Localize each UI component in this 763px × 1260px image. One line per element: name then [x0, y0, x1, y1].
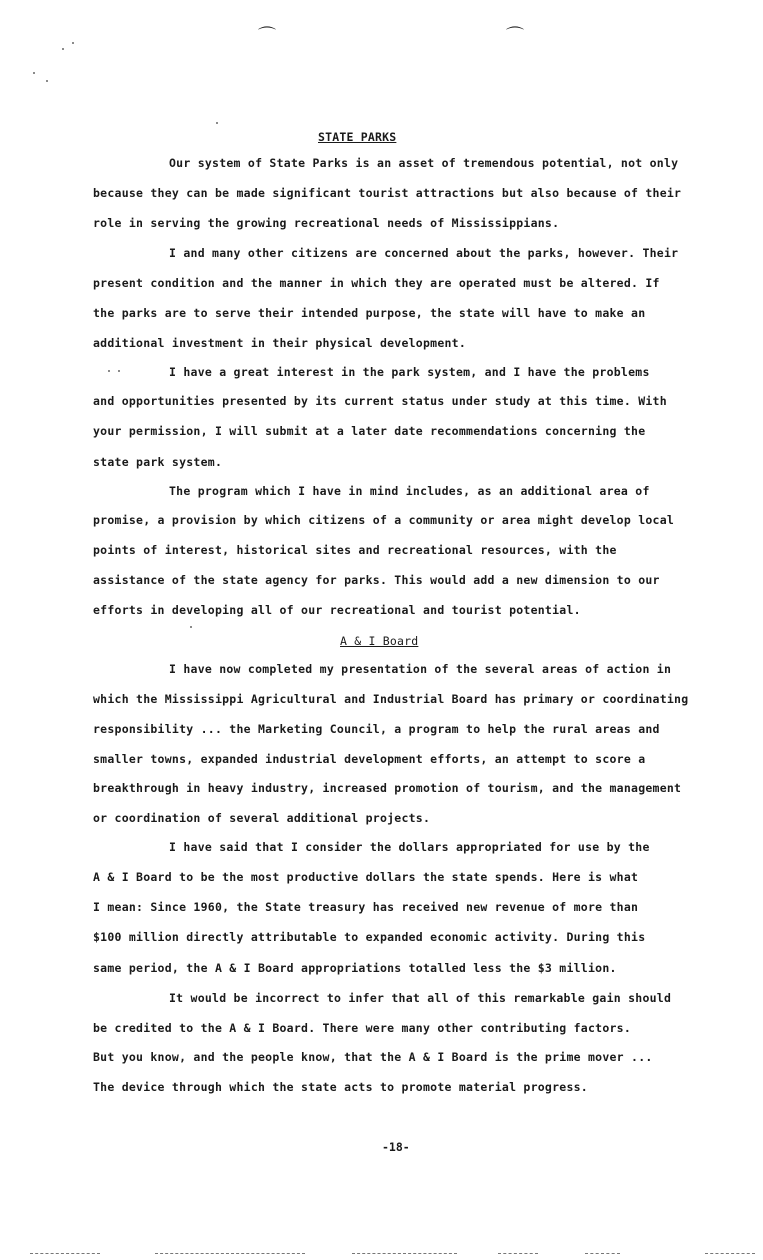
text-line: Our system of State Parks is an asset of tremendous potential, not only: [169, 156, 679, 170]
text-line: points of interest, historical sites and recreational resources, with the: [93, 543, 617, 557]
scan-speck: [46, 80, 48, 82]
text-line: A & I Board to be the most productive dollars the state spends. Here is what: [93, 870, 639, 884]
text-line: which the Mississippi Agricultural and Industrial Board has primary or coordinating: [93, 692, 689, 706]
scan-speck: [33, 72, 35, 74]
text-line: I have said that I consider the dollars appropriated for use by the: [169, 840, 650, 854]
text-line: additional investment in their physical development.: [93, 336, 467, 350]
scan-edge-mark: [30, 1253, 100, 1255]
text-line: I mean: Since 1960, the State treasury has received new revenue of more than: [93, 900, 639, 914]
scan-speck: [72, 42, 74, 44]
text-line: be credited to the A & I Board. There were many other contributing factors.: [93, 1021, 632, 1035]
text-line: state park system.: [93, 455, 223, 469]
section-heading-state-parks: STATE PARKS: [318, 130, 397, 144]
text-line: or coordination of several additional projects.: [93, 811, 431, 825]
section-heading-a-and-i-board: A & I Board: [340, 634, 419, 648]
text-line: I have a great interest in the park system, and I have the problems: [169, 365, 650, 379]
text-line: The device through which the state acts to promote material progress.: [93, 1080, 588, 1094]
scan-edge-mark: [352, 1253, 457, 1255]
text-line: smaller towns, expanded industrial development efforts, an attempt to score a: [93, 752, 646, 766]
text-line: breakthrough in heavy industry, increased promotion of tourism, and the management: [93, 781, 682, 795]
text-line: because they can be made significant tourist attractions but also because of their: [93, 186, 682, 200]
scan-speck: [190, 626, 192, 628]
scan-edge-mark: [705, 1253, 755, 1255]
text-line: efforts in developing all of our recreational and tourist potential.: [93, 603, 581, 617]
scan-speck: [118, 370, 120, 372]
text-line: assistance of the state agency for parks. This would add a new dimension to our: [93, 573, 660, 587]
text-line: same period, the A & I Board appropriations totalled less the $3 million.: [93, 961, 617, 975]
text-line: and opportunities presented by its current status under study at this time. With: [93, 394, 667, 408]
text-line: responsibility ... the Marketing Council, a program to help the rural areas and: [93, 722, 660, 736]
top-left-mark: ⌒: [258, 26, 276, 47]
text-line: But you know, and the people know, that the A & I Board is the prime mover ...: [93, 1050, 653, 1064]
scan-speck: [62, 48, 64, 50]
text-line: $100 million directly attributable to expanded economic activity. During this: [93, 930, 646, 944]
top-right-mark: ⌒: [506, 26, 524, 47]
scan-edge-mark: [155, 1253, 305, 1255]
scan-speck: [216, 122, 218, 124]
text-line: the parks are to serve their intended purpose, the state will have to make an: [93, 306, 646, 320]
text-line: promise, a provision by which citizens of a community or area might develop local: [93, 513, 675, 527]
scan-edge-mark: [498, 1253, 538, 1255]
text-line: I have now completed my presentation of the several areas of action in: [169, 662, 672, 676]
text-line: The program which I have in mind includes, as an additional area of: [169, 484, 650, 498]
text-line: It would be incorrect to infer that all of this remarkable gain should: [169, 991, 672, 1005]
scan-speck: [108, 370, 110, 372]
text-line: I and many other citizens are concerned about the parks, however. Their: [169, 246, 679, 260]
text-line: your permission, I will submit at a later date recommendations concerning the: [93, 424, 646, 438]
scan-edge-mark: [585, 1253, 620, 1255]
page-number: -18-: [382, 1140, 410, 1154]
text-line: present condition and the manner in which they are operated must be altered. If: [93, 276, 660, 290]
text-line: role in serving the growing recreational needs of Mississippians.: [93, 216, 560, 230]
